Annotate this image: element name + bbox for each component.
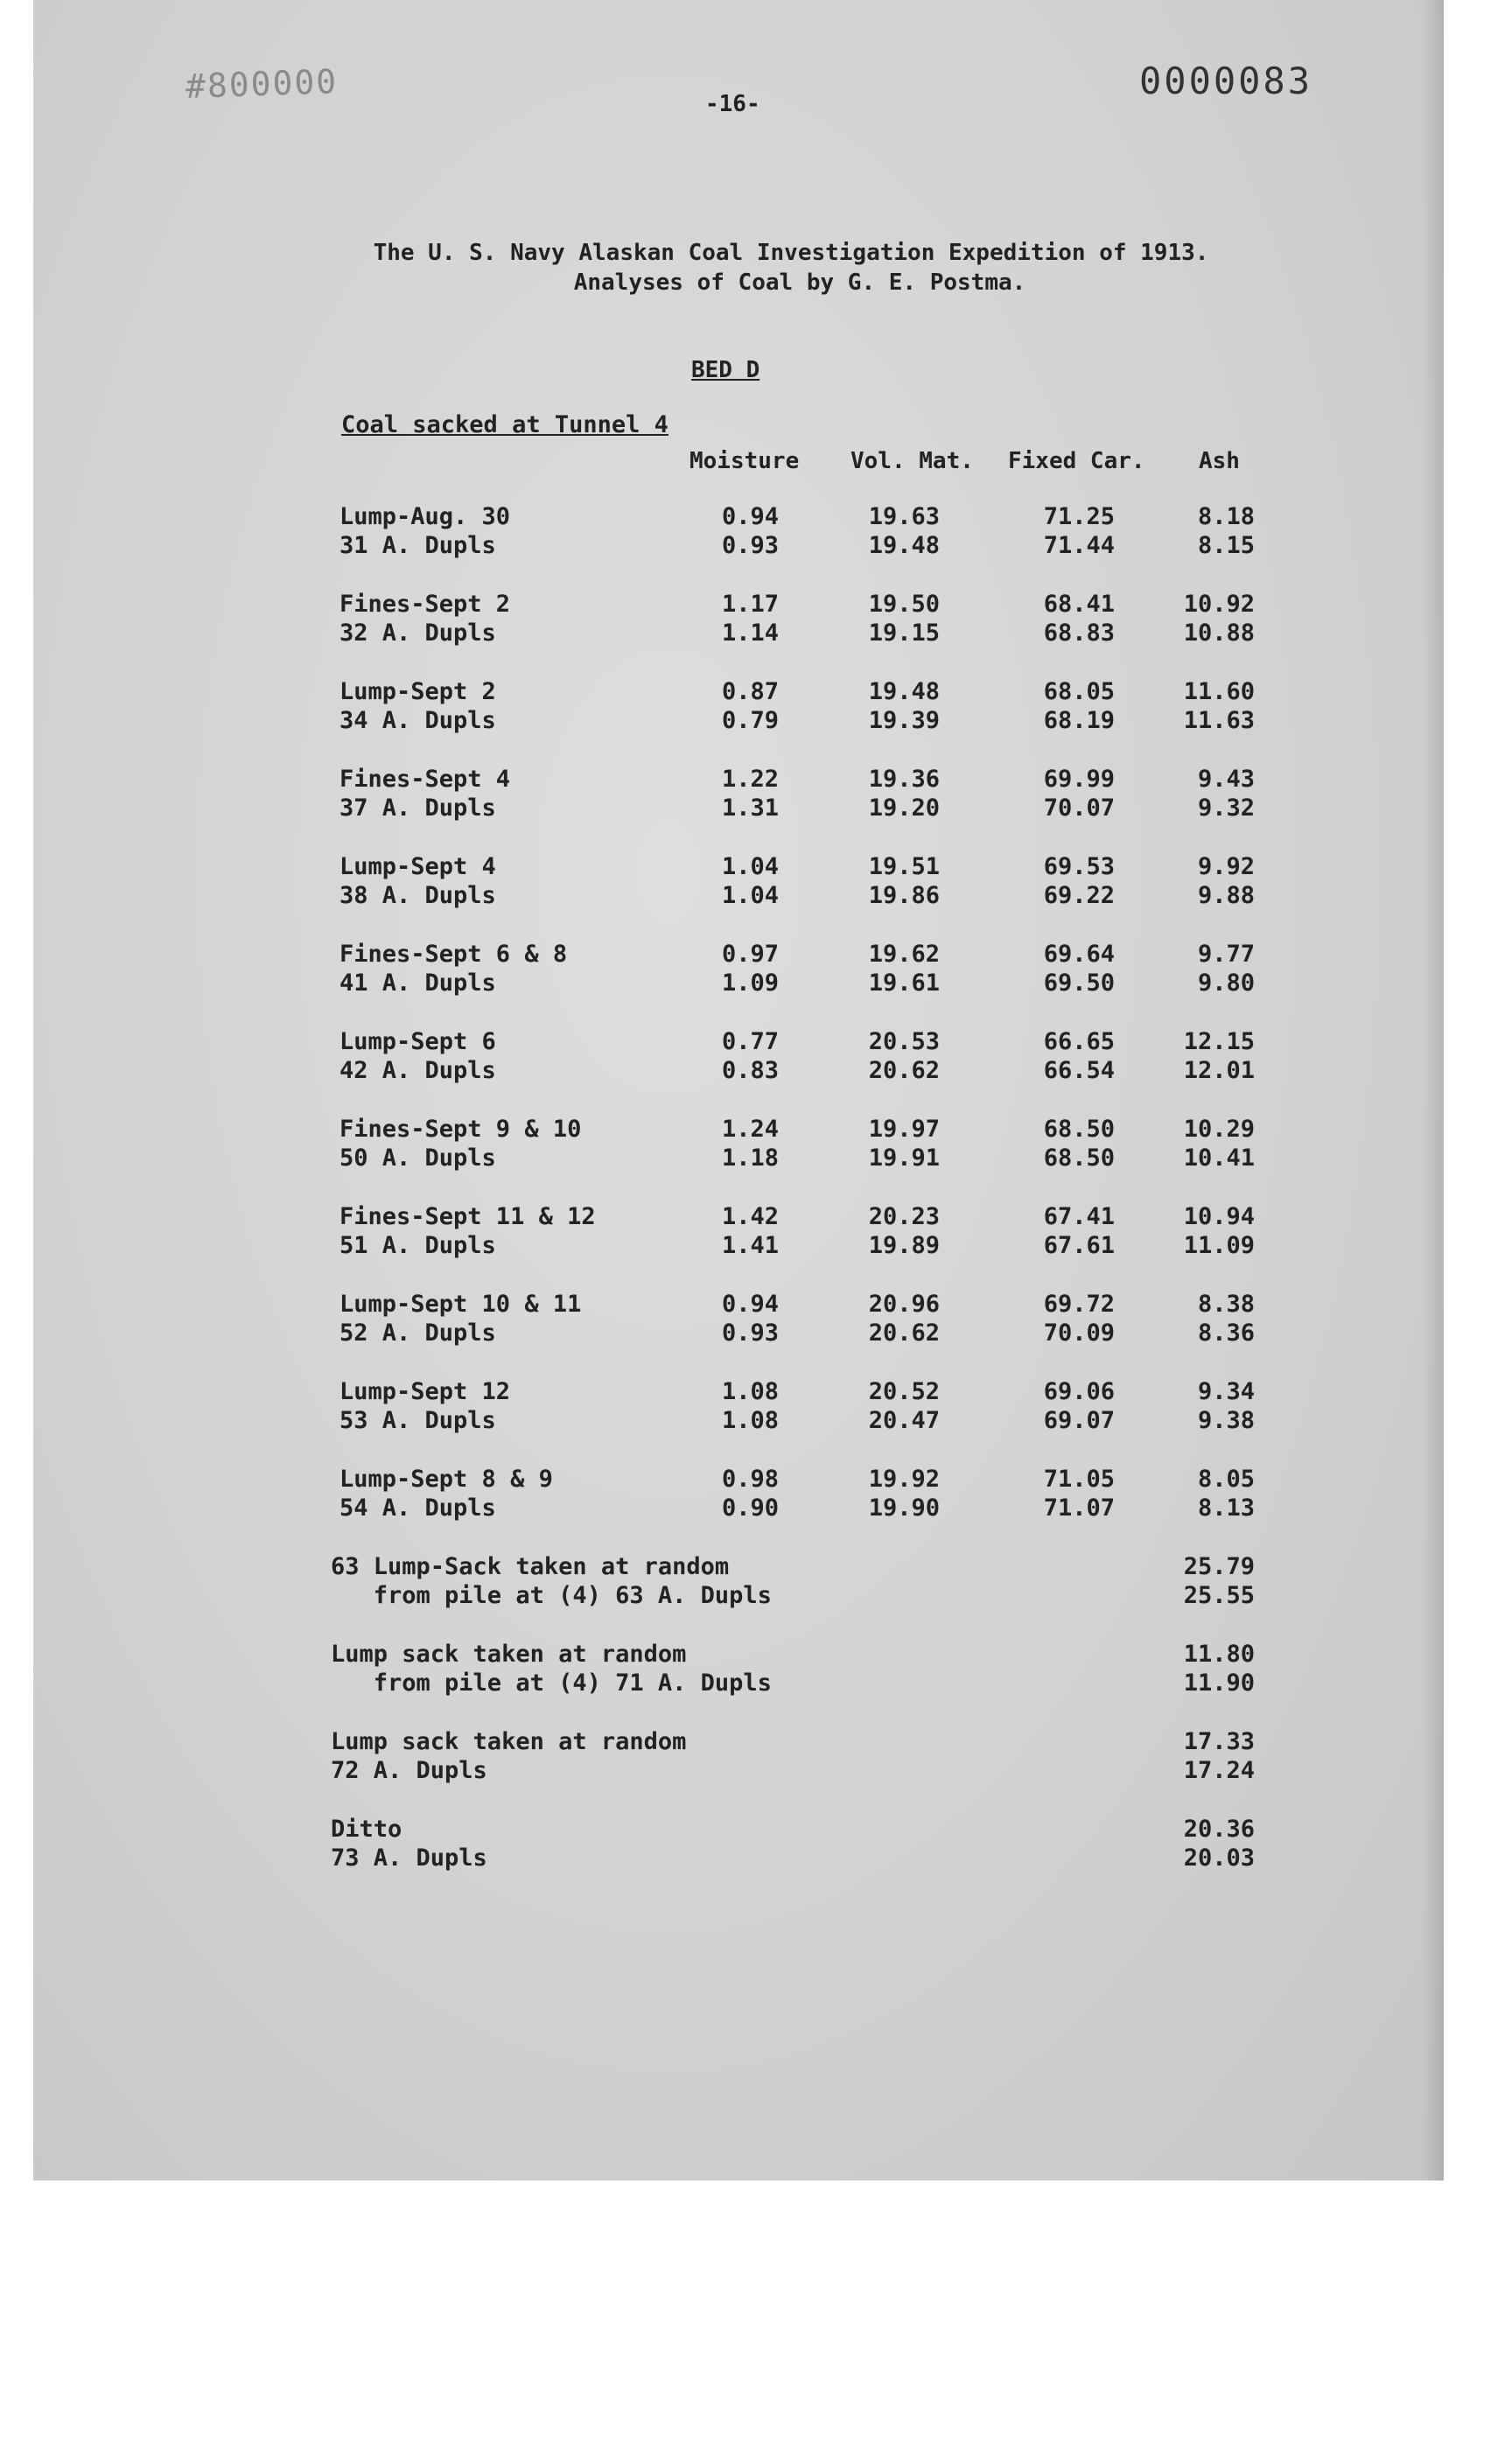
column-header-fixed-car: Fixed Car.: [1008, 448, 1145, 474]
row-label: Lump-Sept 6: [340, 1028, 496, 1055]
cell-fixed: 68.50: [1043, 1116, 1115, 1143]
document-title: The U. S. Navy Alaskan Coal Investigation Expedition of 1913.: [373, 240, 1209, 266]
bed-heading: BED D: [691, 357, 760, 383]
cell-vol: 19.15: [868, 620, 940, 647]
page-edge-shadow: [1421, 0, 1444, 2180]
cell-fixed: 70.07: [1043, 794, 1115, 822]
cell-ash: 10.92: [1183, 591, 1255, 618]
cell-moisture: 0.93: [721, 1320, 779, 1347]
cell-fixed: 69.99: [1043, 766, 1115, 793]
cell-vol: 19.50: [868, 591, 940, 618]
row-label: 52 A. Dupls: [340, 1320, 496, 1347]
cell-fixed: 68.05: [1043, 678, 1115, 705]
cell-vol: 20.23: [868, 1203, 940, 1230]
cell-fixed: 68.41: [1043, 591, 1115, 618]
cell-ash: 17.33: [1183, 1728, 1255, 1755]
cell-ash: 8.18: [1197, 503, 1255, 530]
cell-ash: 11.80: [1183, 1641, 1255, 1668]
row-label: 31 A. Dupls: [340, 532, 496, 559]
column-header-ash: Ash: [1199, 448, 1240, 474]
cell-ash: 10.29: [1183, 1116, 1255, 1143]
cell-moisture: 1.04: [721, 882, 779, 909]
cell-fixed: 71.44: [1043, 532, 1115, 559]
cell-fixed: 69.53: [1043, 853, 1115, 880]
cell-ash: 9.38: [1197, 1407, 1255, 1434]
cell-moisture: 1.41: [721, 1232, 779, 1259]
cell-ash: 10.41: [1183, 1144, 1255, 1172]
cell-moisture: 1.31: [721, 794, 779, 822]
row-label: 54 A. Dupls: [340, 1494, 496, 1522]
cell-vol: 19.20: [868, 794, 940, 822]
cell-vol: 19.97: [868, 1116, 940, 1143]
cell-moisture: 0.93: [721, 532, 779, 559]
cell-fixed: 71.07: [1043, 1494, 1115, 1522]
row-label: Lump-Sept 4: [340, 853, 496, 880]
cell-ash: 11.90: [1183, 1670, 1255, 1697]
row-label: Fines-Sept 9 & 10: [340, 1116, 582, 1143]
row-label: Lump sack taken at random: [331, 1728, 687, 1755]
cell-moisture: 1.04: [721, 853, 779, 880]
cell-moisture: 0.97: [721, 941, 779, 968]
row-label: from pile at (4) 63 A. Dupls: [331, 1582, 772, 1609]
cell-fixed: 70.09: [1043, 1320, 1115, 1347]
stamp-number-left: #800000: [185, 61, 339, 107]
row-label: 63 Lump-Sack taken at random: [331, 1553, 730, 1580]
row-label: Fines-Sept 6 & 8: [340, 941, 568, 968]
row-label: 34 A. Dupls: [340, 707, 496, 734]
cell-ash: 8.15: [1197, 532, 1255, 559]
row-label: 50 A. Dupls: [340, 1144, 496, 1172]
cell-fixed: 69.07: [1043, 1407, 1115, 1434]
row-label: 42 A. Dupls: [340, 1057, 496, 1084]
cell-fixed: 69.22: [1043, 882, 1115, 909]
cell-moisture: 1.09: [721, 970, 779, 997]
cell-ash: 9.88: [1197, 882, 1255, 909]
row-label: Lump-Sept 2: [340, 678, 496, 705]
cell-vol: 19.61: [868, 970, 940, 997]
cell-fixed: 66.54: [1043, 1057, 1115, 1084]
column-header-moisture: Moisture: [690, 448, 800, 474]
row-label: Lump-Sept 12: [340, 1378, 511, 1405]
cell-vol: 19.63: [868, 503, 940, 530]
cell-moisture: 0.98: [721, 1466, 779, 1493]
cell-ash: 20.36: [1183, 1816, 1255, 1843]
row-label: Lump-Sept 10 & 11: [340, 1291, 582, 1318]
cell-vol: 20.52: [868, 1378, 940, 1405]
cell-fixed: 68.50: [1043, 1144, 1115, 1172]
row-label: Lump sack taken at random: [331, 1641, 687, 1668]
cell-vol: 19.48: [868, 532, 940, 559]
cell-moisture: 0.87: [721, 678, 779, 705]
cell-vol: 20.96: [868, 1291, 940, 1318]
cell-vol: 19.36: [868, 766, 940, 793]
cell-moisture: 0.94: [721, 503, 779, 530]
cell-moisture: 1.42: [721, 1203, 779, 1230]
row-label: Lump-Sept 8 & 9: [340, 1466, 553, 1493]
cell-fixed: 69.06: [1043, 1378, 1115, 1405]
cell-moisture: 0.90: [721, 1494, 779, 1522]
row-label: Fines-Sept 4: [340, 766, 511, 793]
cell-fixed: 67.41: [1043, 1203, 1115, 1230]
cell-ash: 9.77: [1197, 941, 1255, 968]
row-label: from pile at (4) 71 A. Dupls: [331, 1670, 772, 1697]
cell-vol: 19.90: [868, 1494, 940, 1522]
cell-ash: 9.32: [1197, 794, 1255, 822]
cell-fixed: 68.83: [1043, 620, 1115, 647]
cell-moisture: 0.94: [721, 1291, 779, 1318]
cell-fixed: 71.25: [1043, 503, 1115, 530]
row-label: Lump-Aug. 30: [340, 503, 511, 530]
cell-ash: 11.63: [1183, 707, 1255, 734]
cell-moisture: 1.17: [721, 591, 779, 618]
cell-moisture: 1.22: [721, 766, 779, 793]
row-label: 73 A. Dupls: [331, 1844, 487, 1872]
cell-ash: 25.55: [1183, 1582, 1255, 1609]
cell-moisture: 1.18: [721, 1144, 779, 1172]
row-label: 51 A. Dupls: [340, 1232, 496, 1259]
cell-fixed: 71.05: [1043, 1466, 1115, 1493]
cell-fixed: 69.64: [1043, 941, 1115, 968]
cell-vol: 20.53: [868, 1028, 940, 1055]
row-label: 72 A. Dupls: [331, 1757, 487, 1784]
cell-moisture: 1.24: [721, 1116, 779, 1143]
row-label: Fines-Sept 2: [340, 591, 511, 618]
cell-ash: 25.79: [1183, 1553, 1255, 1580]
cell-vol: 19.89: [868, 1232, 940, 1259]
cell-vol: 19.92: [868, 1466, 940, 1493]
row-label: Fines-Sept 11 & 12: [340, 1203, 596, 1230]
cell-ash: 9.43: [1197, 766, 1255, 793]
cell-ash: 12.01: [1183, 1057, 1255, 1084]
cell-vol: 19.39: [868, 707, 940, 734]
cell-moisture: 1.08: [721, 1407, 779, 1434]
cell-fixed: 67.61: [1043, 1232, 1115, 1259]
cell-ash: 8.36: [1197, 1320, 1255, 1347]
cell-ash: 10.88: [1183, 620, 1255, 647]
cell-ash: 12.15: [1183, 1028, 1255, 1055]
cell-ash: 9.92: [1197, 853, 1255, 880]
page-number: -16-: [705, 91, 760, 117]
stamp-number-right: 0000083: [1139, 60, 1313, 102]
cell-fixed: 69.72: [1043, 1291, 1115, 1318]
cell-ash: 9.34: [1197, 1378, 1255, 1405]
row-label: 53 A. Dupls: [340, 1407, 496, 1434]
row-label: 41 A. Dupls: [340, 970, 496, 997]
cell-vol: 19.48: [868, 678, 940, 705]
cell-moisture: 0.83: [721, 1057, 779, 1084]
cell-ash: 8.13: [1197, 1494, 1255, 1522]
cell-vol: 19.91: [868, 1144, 940, 1172]
cell-vol: 20.47: [868, 1407, 940, 1434]
document-subtitle: Analyses of Coal by G. E. Postma.: [573, 270, 1026, 296]
cell-moisture: 0.77: [721, 1028, 779, 1055]
cell-vol: 20.62: [868, 1057, 940, 1084]
cell-ash: 11.09: [1183, 1232, 1255, 1259]
row-label: 38 A. Dupls: [340, 882, 496, 909]
row-label: 32 A. Dupls: [340, 620, 496, 647]
cell-vol: 19.62: [868, 941, 940, 968]
cell-ash: 20.03: [1183, 1844, 1255, 1872]
row-label: 37 A. Dupls: [340, 794, 496, 822]
section-heading: Coal sacked at Tunnel 4: [341, 411, 668, 438]
cell-ash: 8.38: [1197, 1291, 1255, 1318]
cell-ash: 17.24: [1183, 1757, 1255, 1784]
cell-ash: 8.05: [1197, 1466, 1255, 1493]
cell-moisture: 1.08: [721, 1378, 779, 1405]
cell-moisture: 0.79: [721, 707, 779, 734]
cell-ash: 10.94: [1183, 1203, 1255, 1230]
cell-vol: 19.51: [868, 853, 940, 880]
cell-vol: 19.86: [868, 882, 940, 909]
cell-fixed: 68.19: [1043, 707, 1115, 734]
cell-vol: 20.62: [868, 1320, 940, 1347]
cell-moisture: 1.14: [721, 620, 779, 647]
cell-ash: 9.80: [1197, 970, 1255, 997]
cell-fixed: 66.65: [1043, 1028, 1115, 1055]
column-header-vol-mat: Vol. Mat.: [850, 448, 974, 474]
row-label: Ditto: [331, 1816, 402, 1843]
cell-fixed: 69.50: [1043, 970, 1115, 997]
cell-ash: 11.60: [1183, 678, 1255, 705]
